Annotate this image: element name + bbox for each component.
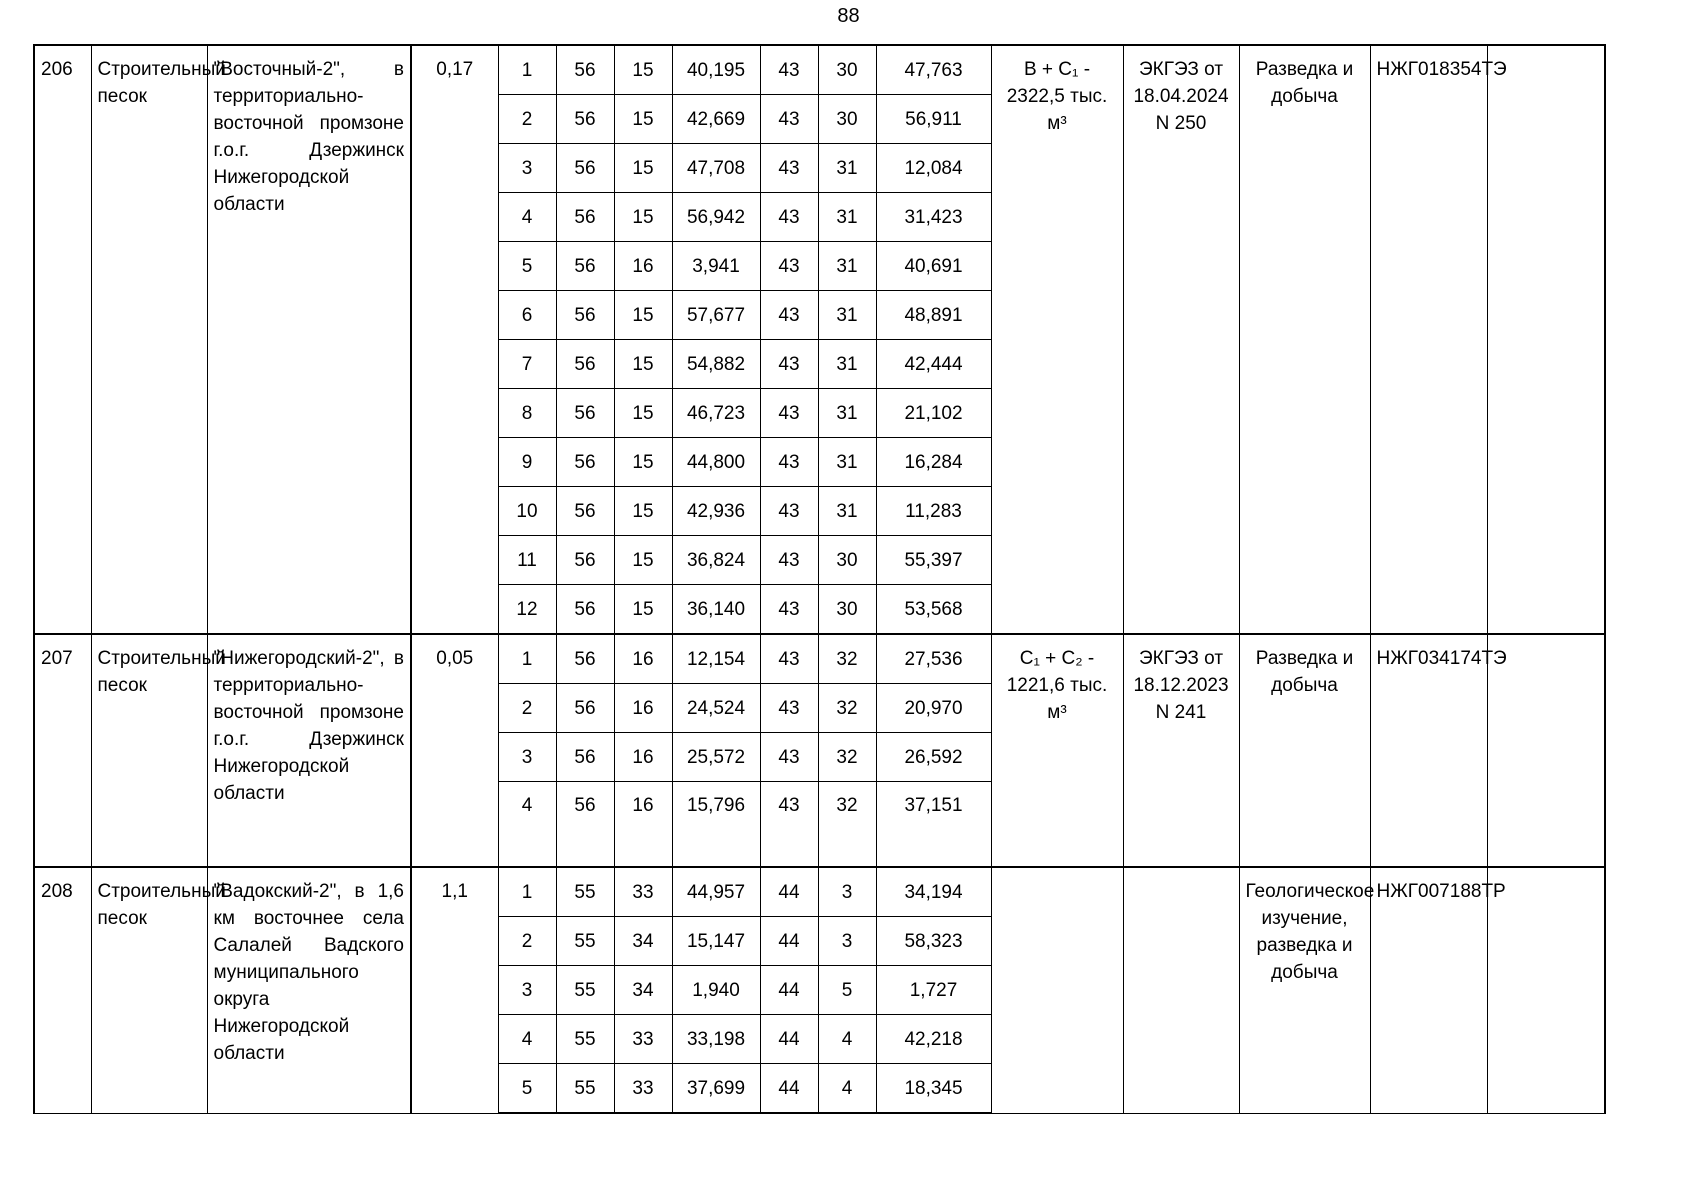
lat-degrees: 56 [556,340,614,389]
lon-degrees: 43 [760,389,818,438]
expertise-reference: ЭКГЭЗ от 18.04.2024 N 250 [1123,45,1239,634]
lat-seconds: 3,941 [672,242,760,291]
coordinate-row [34,634,1605,684]
lon-degrees: 43 [760,242,818,291]
lat-degrees: 55 [556,966,614,1015]
lat-seconds: 42,669 [672,95,760,144]
lat-degrees: 56 [556,291,614,340]
lat-minutes: 15 [614,585,672,635]
lat-degrees: 56 [556,389,614,438]
lat-minutes: 15 [614,95,672,144]
coordinate-row [34,867,1605,917]
point-number: 9 [498,438,556,487]
lat-degrees: 55 [556,1064,614,1114]
use-purpose: Разведка и добыча [1239,634,1370,867]
lon-seconds: 27,536 [876,634,991,684]
lat-minutes: 16 [614,634,672,684]
point-number: 6 [498,291,556,340]
lon-degrees: 44 [760,1064,818,1114]
point-number: 12 [498,585,556,635]
note-cell [1487,867,1605,1113]
point-number: 10 [498,487,556,536]
point-number: 5 [498,242,556,291]
lat-degrees: 56 [556,45,614,95]
lat-seconds: 36,140 [672,585,760,635]
lon-seconds: 53,568 [876,585,991,635]
lon-seconds: 47,763 [876,45,991,95]
lat-minutes: 15 [614,291,672,340]
lat-seconds: 42,936 [672,487,760,536]
point-number: 4 [498,193,556,242]
lat-degrees: 56 [556,242,614,291]
lon-seconds: 42,444 [876,340,991,389]
lon-degrees: 44 [760,867,818,917]
point-number: 2 [498,684,556,733]
lon-minutes: 31 [818,193,876,242]
point-number: 3 [498,144,556,193]
record-number: 206 [34,45,91,634]
lon-minutes: 3 [818,917,876,966]
lat-degrees: 56 [556,585,614,635]
lon-degrees: 43 [760,585,818,635]
area-value: 0,05 [411,634,498,867]
lon-degrees: 43 [760,291,818,340]
lat-minutes: 15 [614,389,672,438]
lon-minutes: 30 [818,95,876,144]
lat-seconds: 33,198 [672,1015,760,1064]
lat-minutes: 33 [614,867,672,917]
lon-degrees: 43 [760,193,818,242]
lon-minutes: 31 [818,291,876,340]
lat-seconds: 44,957 [672,867,760,917]
point-number: 3 [498,733,556,782]
lon-degrees: 43 [760,782,818,868]
lat-seconds: 12,154 [672,634,760,684]
lon-degrees: 43 [760,45,818,95]
lon-minutes: 4 [818,1015,876,1064]
lon-degrees: 43 [760,634,818,684]
lon-degrees: 43 [760,438,818,487]
point-number: 5 [498,1064,556,1114]
lat-seconds: 15,147 [672,917,760,966]
registry-body [34,45,1605,1113]
lon-minutes: 5 [818,966,876,1015]
point-number: 1 [498,45,556,95]
lon-minutes: 32 [818,634,876,684]
lon-minutes: 31 [818,487,876,536]
lon-seconds: 1,727 [876,966,991,1015]
lat-seconds: 54,882 [672,340,760,389]
lat-minutes: 16 [614,684,672,733]
lon-seconds: 56,911 [876,95,991,144]
lat-seconds: 56,942 [672,193,760,242]
lat-seconds: 36,824 [672,536,760,585]
deposit-name: "Восточный-2", в территориально-восточной промзоне г.о.г. Дзержинск Нижегородской области [207,45,411,634]
lat-minutes: 15 [614,45,672,95]
lat-minutes: 34 [614,917,672,966]
lat-degrees: 56 [556,733,614,782]
lat-degrees: 55 [556,1015,614,1064]
lat-minutes: 15 [614,144,672,193]
lat-degrees: 56 [556,536,614,585]
note-cell [1487,45,1605,634]
lon-seconds: 37,151 [876,782,991,868]
lon-seconds: 26,592 [876,733,991,782]
lon-minutes: 31 [818,389,876,438]
lat-seconds: 44,800 [672,438,760,487]
lon-minutes: 31 [818,144,876,193]
license-number: НЖГ018354ТЭ [1370,45,1487,634]
lat-minutes: 33 [614,1064,672,1114]
lat-minutes: 15 [614,536,672,585]
lon-degrees: 44 [760,917,818,966]
lon-minutes: 32 [818,782,876,868]
lat-seconds: 46,723 [672,389,760,438]
deposit-name: "Нижегородский-2", в территориально-восточной промзоне г.о.г. Дзержинск Нижегородской области [207,634,411,867]
lat-minutes: 16 [614,242,672,291]
lon-minutes: 30 [818,45,876,95]
lon-seconds: 18,345 [876,1064,991,1114]
coordinate-row [34,45,1605,95]
point-number: 2 [498,95,556,144]
mineral-type: Строительный песок [91,867,207,1113]
point-number: 11 [498,536,556,585]
lat-seconds: 24,524 [672,684,760,733]
point-number: 4 [498,782,556,868]
lon-minutes: 31 [818,242,876,291]
lon-minutes: 3 [818,867,876,917]
lon-degrees: 43 [760,733,818,782]
lon-seconds: 11,283 [876,487,991,536]
lat-seconds: 1,940 [672,966,760,1015]
mineral-type: Строительный песок [91,45,207,634]
license-number: НЖГ007188ТР [1370,867,1487,1113]
lat-degrees: 56 [556,782,614,868]
area-value: 1,1 [411,867,498,1113]
lat-minutes: 15 [614,438,672,487]
lon-minutes: 30 [818,536,876,585]
reserves-category: C₁ + C₂ - 1221,6 тыс. м³ [991,634,1123,867]
point-number: 7 [498,340,556,389]
lon-seconds: 34,194 [876,867,991,917]
use-purpose: Разведка и добыча [1239,45,1370,634]
lat-degrees: 56 [556,193,614,242]
lat-degrees: 56 [556,487,614,536]
use-purpose: Геологическое изучение, разведка и добыча [1239,867,1370,1113]
lat-seconds: 15,796 [672,782,760,868]
reserves-category [991,867,1123,1113]
lat-seconds: 47,708 [672,144,760,193]
lon-seconds: 42,218 [876,1015,991,1064]
lon-minutes: 30 [818,585,876,635]
lon-degrees: 43 [760,95,818,144]
license-number: НЖГ034174ТЭ [1370,634,1487,867]
lon-minutes: 32 [818,684,876,733]
lat-minutes: 34 [614,966,672,1015]
lon-degrees: 43 [760,340,818,389]
reserves-category: B + C₁ - 2322,5 тыс. м³ [991,45,1123,634]
point-number: 2 [498,917,556,966]
lat-degrees: 56 [556,634,614,684]
lon-seconds: 55,397 [876,536,991,585]
lat-minutes: 16 [614,733,672,782]
point-number: 1 [498,867,556,917]
lon-seconds: 31,423 [876,193,991,242]
expertise-reference [1123,867,1239,1113]
lat-degrees: 55 [556,917,614,966]
deposit-name: "Вадокский-2", в 1,6 км восточнее села Салалей Вадского муниципального округа Нижегородской области [207,867,411,1113]
lon-degrees: 43 [760,536,818,585]
expertise-reference: ЭКГЭЗ от 18.12.2023 N 241 [1123,634,1239,867]
lon-seconds: 20,970 [876,684,991,733]
mineral-type: Строительный песок [91,634,207,867]
lat-minutes: 16 [614,782,672,868]
lat-minutes: 15 [614,193,672,242]
record-number: 208 [34,867,91,1113]
lon-minutes: 4 [818,1064,876,1114]
lon-degrees: 44 [760,966,818,1015]
lat-minutes: 33 [614,1015,672,1064]
lat-minutes: 15 [614,340,672,389]
lon-degrees: 43 [760,487,818,536]
record-number: 207 [34,634,91,867]
lon-seconds: 16,284 [876,438,991,487]
lon-degrees: 43 [760,144,818,193]
lon-minutes: 32 [818,733,876,782]
lat-degrees: 55 [556,867,614,917]
point-number: 4 [498,1015,556,1064]
lon-minutes: 31 [818,340,876,389]
area-value: 0,17 [411,45,498,634]
lon-degrees: 43 [760,684,818,733]
point-number: 8 [498,389,556,438]
lat-seconds: 40,195 [672,45,760,95]
lat-seconds: 57,677 [672,291,760,340]
lon-seconds: 48,891 [876,291,991,340]
lon-degrees: 44 [760,1015,818,1064]
page-number: 88 [837,5,860,27]
lon-seconds: 58,323 [876,917,991,966]
lon-seconds: 21,102 [876,389,991,438]
lat-seconds: 25,572 [672,733,760,782]
lat-degrees: 56 [556,95,614,144]
subsoil-registry-table [33,44,1606,1114]
lat-minutes: 15 [614,487,672,536]
point-number: 1 [498,634,556,684]
lon-seconds: 12,084 [876,144,991,193]
lon-seconds: 40,691 [876,242,991,291]
point-number: 3 [498,966,556,1015]
lat-seconds: 37,699 [672,1064,760,1114]
lon-minutes: 31 [818,438,876,487]
lat-degrees: 56 [556,438,614,487]
lat-degrees: 56 [556,144,614,193]
lat-degrees: 56 [556,684,614,733]
